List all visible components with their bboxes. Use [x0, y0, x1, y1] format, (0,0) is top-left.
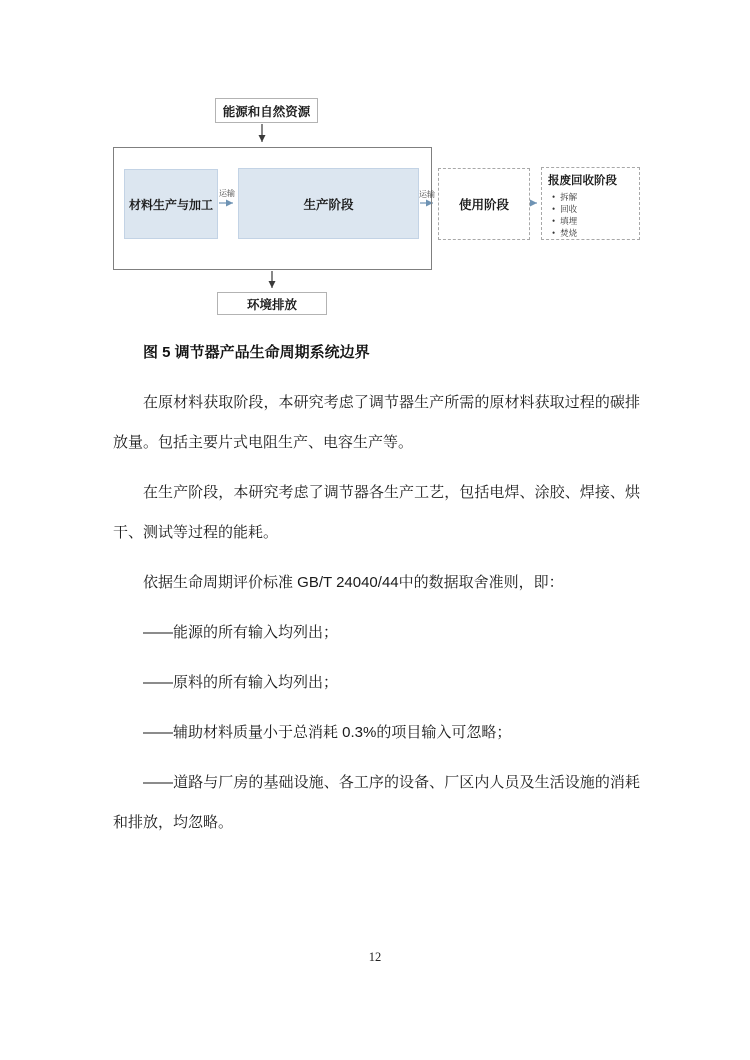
paragraph-production: 在生产阶段，本研究考虑了调节器各生产工艺，包括电焊、涂胶、焊接、烘干、测试等过程的能耗。 [113, 484, 640, 541]
energy-resources-box: 能源和自然资源 [215, 98, 318, 123]
paragraph-standard: 依据生命周期评价标准 GB/T 24040/44中的数据取舍准则，即： [143, 574, 564, 591]
lifecycle-diagram [0, 0, 750, 335]
environment-emission-box: 环境排放 [217, 292, 327, 315]
eol-item-list [548, 191, 635, 239]
material-production-box: 材料生产与加工 [124, 169, 218, 239]
use-stage-box: 使用阶段 [438, 168, 530, 240]
transport-label-left: 运输 [219, 189, 235, 198]
rule-energy-inputs: ——能源的所有输入均列出； [143, 624, 339, 641]
eol-stage-title: 报废回收阶段 [548, 175, 617, 187]
production-stage-box: 生产阶段 [238, 168, 419, 239]
rule-material-inputs: ——原料的所有输入均列出； [143, 674, 339, 691]
transport-label-right: 运输 [419, 190, 435, 199]
eol-item: • 拆解 [548, 191, 635, 203]
eol-stage-box [541, 167, 640, 240]
rule-auxiliary-threshold: ——辅助材料质量小于总消耗 0.3%的项目输入可忽略； [143, 724, 512, 741]
rule-infrastructure-ignored: ——道路与厂房的基础设施、各工序的设备、厂区内人员及生活设施的消耗和排放，均忽略。 [113, 774, 640, 831]
page-number: 12 [368, 950, 382, 964]
paragraph-raw-material: 在原材料获取阶段，本研究考虑了调节器生产所需的原材料获取过程的碳排放量。包括主要片式电阻生产、电容生产等。 [113, 394, 640, 451]
body-text [113, 333, 640, 853]
eol-item: • 填埋 [548, 215, 635, 227]
eol-item: • 焚烧 [548, 227, 635, 239]
figure-caption: 图 5 调节器产品生命周期系统边界 [143, 344, 370, 361]
eol-item: • 回收 [548, 203, 635, 215]
